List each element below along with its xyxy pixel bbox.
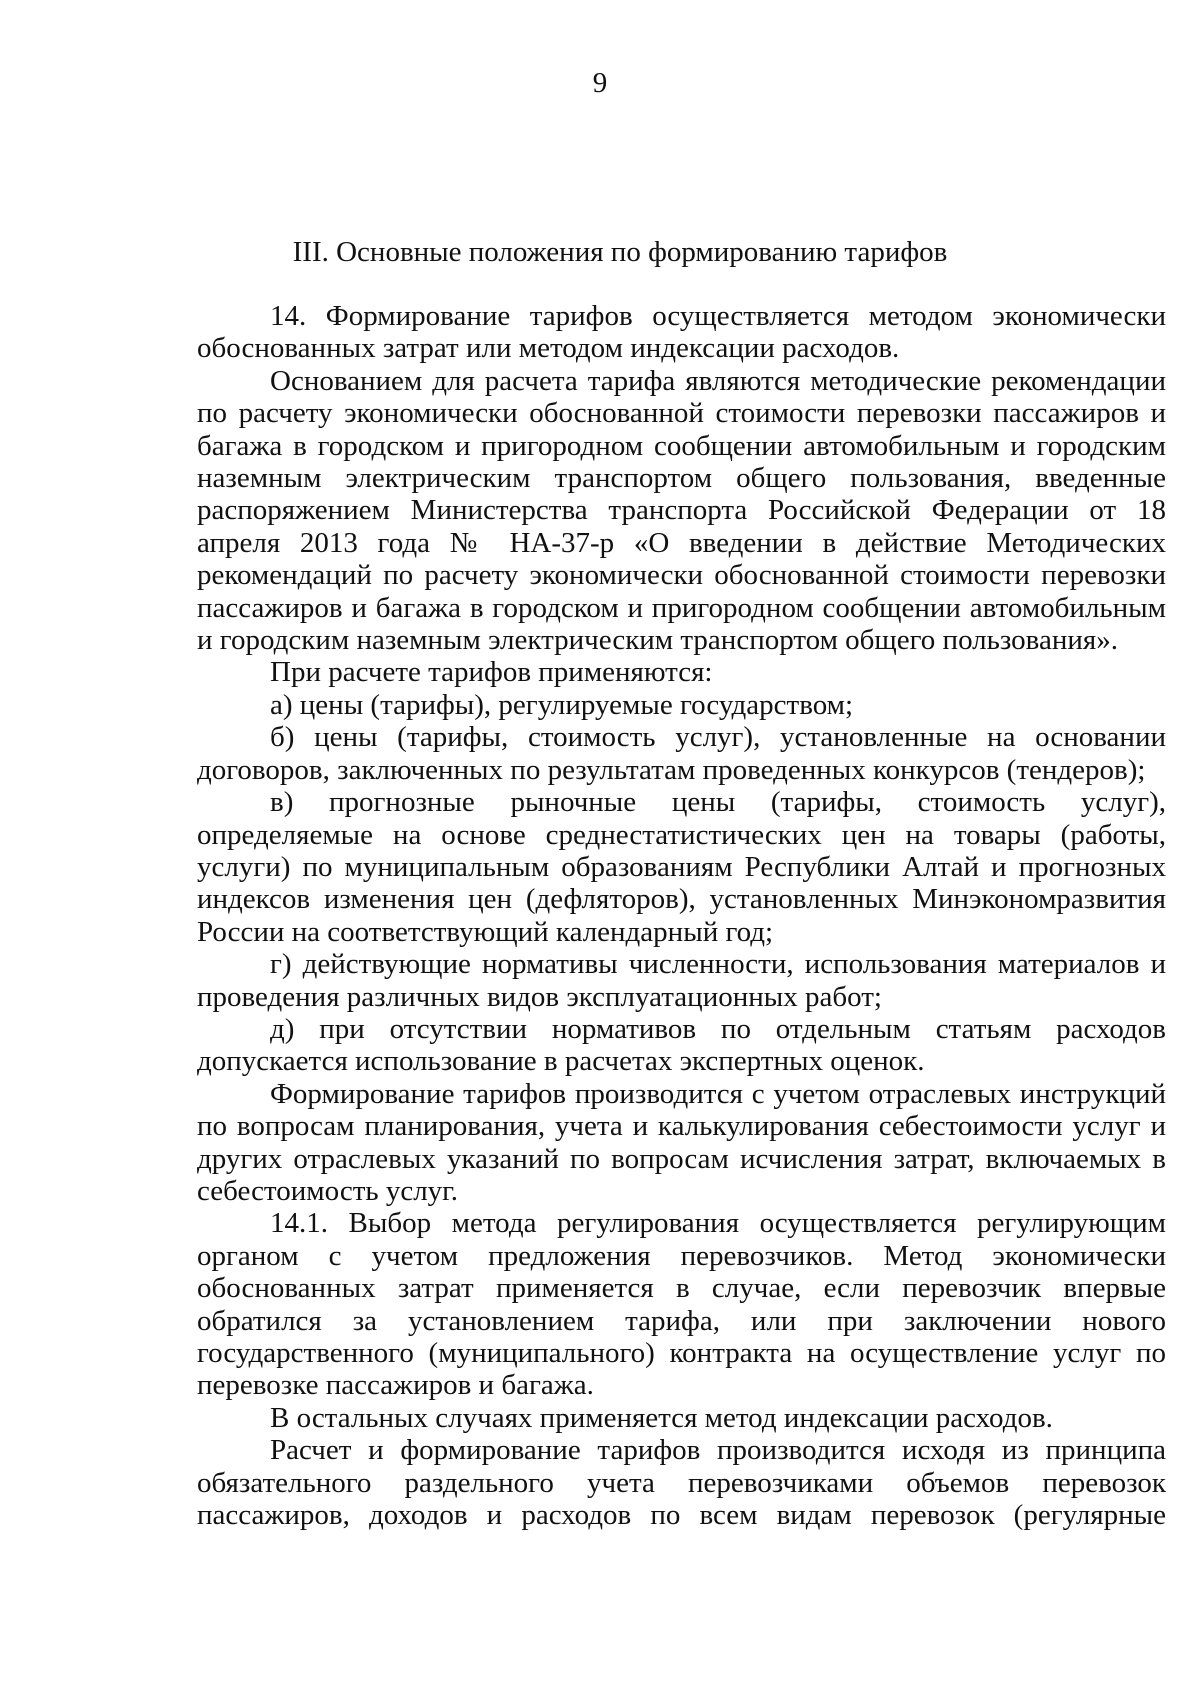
section-heading: III. Основные положения по формированию тарифов (292, 236, 948, 268)
list-item-d: д) при отсутствии нормативов по отдельным статьям расходов допускается использование в расчетах экспертных оценок. (197, 1012, 1166, 1078)
paragraph-14-1: 14.1. Выбор метода регулирования осуществляется регулирующим органом с учетом предложения перевозчиков. Метод экономически обоснованных затрат применяется в случае, если перевозчик впервые обратился за установлением тарифа, или при заключении нового государственного (муниципального) контракта на осуществление услуг по перевозке пассажиров и багажа. (197, 1207, 1166, 1402)
page-number: 9 (592, 67, 608, 99)
list-item-v: в) прогнозные рыночные цены (тарифы, стоимость услуг), определяемые на основе среднестатистических цен на товары (работы, услуги) по муниципальным образованиям Республики Алтай и прогнозных индексов изменения цен (дефляторов), установленных Минэкономразвития России на соответствующий календарный год; (197, 786, 1166, 948)
list-item-g: г) действующие нормативы численности, использования материалов и проведения различных видов эксплуатационных работ; (197, 948, 1166, 1013)
paragraph-applied-intro: При расчете тарифов применяются: (270, 656, 713, 689)
paragraph-basis: Основанием для расчета тарифа являются методические рекомендации по расчету экономически обоснованной стоимости перевозки пассажиров и багажа в городском и пригородном сообщении автомобильным и городским наземным электрическим транспортом общего пользования, введенные распоряжением Министерства транспорта Российской Федерации от 18 апреля 2013 года № НА-37-р «О введении в действие Методических рекомендаций по расчету экономически обоснованной стоимости перевозки пассажиров и багажа в городском и пригородном сообщении автомобильным и городским наземным электрическим транспортом общего пользования». (197, 364, 1166, 657)
list-item-a: а) цены (тарифы), регулируемые государством; (270, 688, 854, 721)
paragraph-14: 14. Формирование тарифов осуществляется методом экономически обоснованных затрат или методом индексации расходов. (197, 300, 1166, 365)
document-body (197, 300, 1166, 1531)
paragraph-calculation: Расчет и формирование тарифов производится исходя из принципа обязательного раздельного учета перевозчиками объемов перевозок пассажиров, доходов и расходов по всем видам перевозок (регулярные (197, 1434, 1166, 1532)
list-item-b: б) цены (тарифы, стоимость услуг), установленные на основании договоров, заключенных по результатам проведенных конкурсов (тендеров); (197, 721, 1166, 786)
paragraph-instructions: Формирование тарифов производится с учетом отраслевых инструкций по вопросам планирования, учета и калькулирования себестоимости услуг и других отраслевых указаний по вопросам исчисления затрат, включаемых в себестоимость услуг. (197, 1077, 1166, 1207)
paragraph-other-cases: В остальных случаях применяется метод индексации расходов. (270, 1401, 1053, 1434)
